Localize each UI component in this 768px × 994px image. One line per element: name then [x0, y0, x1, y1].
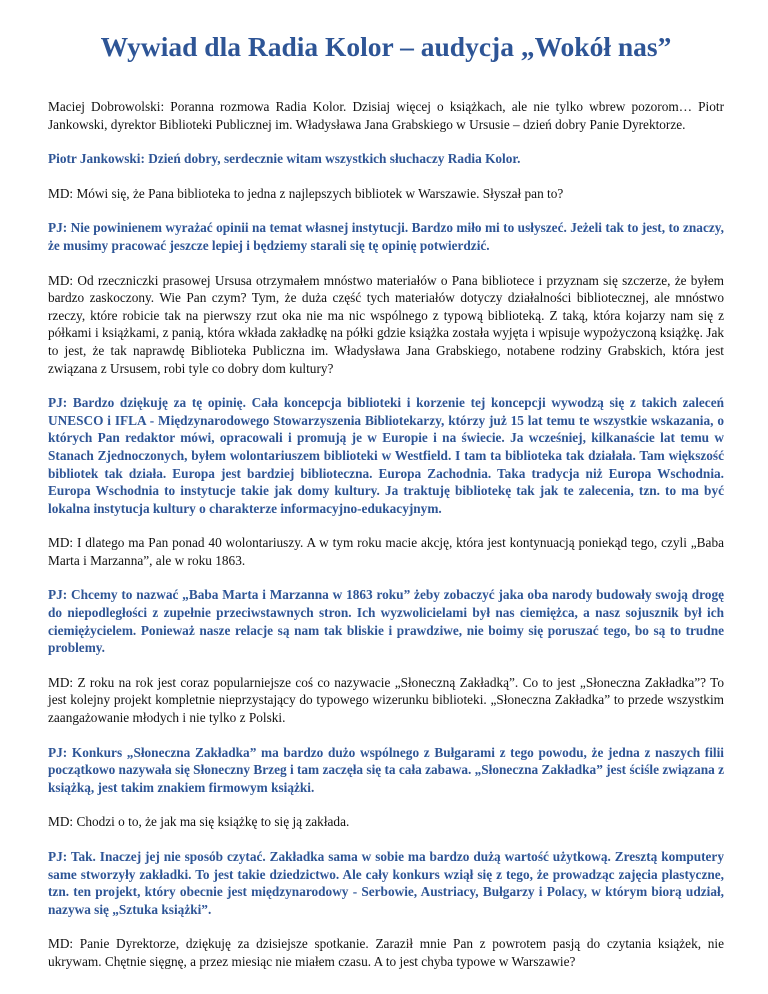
- md-question: MD: Panie Dyrektorze, dziękuję za dzisiejsze spotkanie. Zaraził mnie Pan z powrotem pasją do czytania książek, nie ukrywam. Chętnie sięgnę, a przez miesiąc nie miałem czasu. A to jest chyba typowe w Warszawie?: [48, 936, 724, 969]
- md-question: MD: Chodzi o to, że jak ma się książkę to się ją zakłada.: [48, 814, 350, 830]
- md-question: MD: Z roku na rok jest coraz popularniejsze coś co nazywacie „Słoneczną Zakładką”. Co to jest „Słoneczna Zakładka”? To jest kolejny projekt kompletnie nieprzystający do typowego wizerunku biblioteki. „Słoneczna Zakładka” to przede wszystkim zaangażowanie młodych i nie tylko z Polski.: [48, 674, 724, 726]
- pj-answer: PJ: Nie powinienem wyrażać opinii na temat własnej instytucji. Bardzo miło mi to usłyszeć. Jeżeli tak to jest, to znaczy, że musimy pracować jeszcze lepiej i będziemy starali się tę opinię potwierdzić.: [48, 220, 724, 253]
- pj-answer: PJ: Konkurs „Słoneczna Zakładka” ma bardzo dużo wspólnego z Bułgarami z tego powodu, że jedna z naszych filii początkowo nazywała się Słoneczny Brzeg i tam zaczęła się ta cała zabawa. „Słoneczna Zakładka” jest ściśle związana z książką, jest takim znakiem firmowym książki.: [48, 744, 724, 795]
- pj-answer: PJ: Tak. Inaczej jej nie sposób czytać. Zakładka sama w sobie ma bardzo dużą wartość użytkową. Zresztą komputery same stworzyły zakładki. To jest takie dziedzictwo. Ale cały konkurs wziął się z tego, że prowadząc zajęcia plastyczne, tzn. ten projekt, który obecnie jest międzynarodowy - Serbowie, Austriacy, Bułgarzy i Polacy, w którym biorą udział, nazywa się „Sztuka książki”.: [48, 849, 724, 917]
- md-question: Maciej Dobrowolski: Poranna rozmowa Radia Kolor. Dzisiaj więcej o książkach, ale nie tylko wbrew pozorom… Piotr Jankowski, dyrektor Biblioteki Publicznej im. Władysława Jana Grabskiego w Ursusie – dzień dobry Panie Dyrektorze.: [48, 99, 724, 132]
- page-title: Wywiad dla Radia Kolor – audycja „Wokół nas”: [100, 31, 672, 62]
- pj-answer: PJ: Bardzo dziękuję za tę opinię. Cała koncepcja biblioteki i korzenie tej koncepcji wywodzą się z takich zaleceń UNESCO i IFLA - Międzynarodowego Stowarzyszenia Bibliotekarzy, którzy już 15 lat temu te wszystkie wskazania, o których Pan redaktor mówi, opracowali i promują je w Europie i na świecie. Ja wcześniej, kilkanaście lat temu w Stanach Zjednoczonych, byłem wolontariuszem biblioteki w Westfield. I tam ta biblioteka tak działała. Tam większość bibliotek tak działa. Europa jest bardziej biblioteczna. Europa Zachodnia. Taka tradycja niż Europa Wschodnia. Europa Wschodnia to instytucje takie jak domy kultury. Ja traktuję bibliotekę tak jak te zalecenia, tzn. to ma być lokalna instytucja kultury o charakterze informacyjno-edukacyjnym.: [48, 395, 724, 516]
- pj-answer: PJ: Chcemy to nazwać „Baba Marta i Marzanna w 1863 roku” żeby zobaczyć jaka oba narody budowały swoją drogę do niepodległości z zupełnie przeciwstawnych stron. Ich wyzwolicielami był nas ciemiężca, a nasz sojusznik był ich ciemiężycielem. Ponieważ nasze relacje są nam tak bliskie i prawdziwe, nie boimy się poruszać tego, bo są to trudne problemy.: [48, 587, 724, 656]
- md-question: MD: Od rzeczniczki prasowej Ursusa otrzymałem mnóstwo materiałów o Pana bibliotece i przyznam się szczerze, że byłem bardzo zaskoczony. Wie Pan czym? Tym, że duża część tych materiałów dotyczy działalności bibliotecznej, ale mnóstwo rzeczy, które robicie tak na pierwszy rzut oka nie ma nic wspólnego z typową biblioteką. Z taką, która kojarzy nam się z półkami i książkami, z panią, która wkłada zakładkę na półki gdzie książka została wyjęta i wpisuje wypożyczoną książkę. Jak to jest, że tak naprawdę Biblioteka Publiczna im. Władysława Jana Grabskiego, notabene rodziny Grabskich, która jest związana z Ursusem, robi tyle co dobry dom kultury?: [48, 272, 724, 376]
- md-question: MD: I dlatego ma Pan ponad 40 wolontariuszy. A w tym roku macie akcję, która jest kontynuacją poniekąd tego, czyli „Baba Marta i Marzanna”, ale w roku 1863.: [48, 535, 724, 568]
- pj-answer: Piotr Jankowski: Dzień dobry, serdecznie witam wszystkich słuchaczy Radia Kolor.: [48, 151, 521, 167]
- md-question: MD: Mówi się, że Pana biblioteka to jedna z najlepszych bibliotek w Warszawie. Słyszał pan to?: [48, 185, 564, 201]
